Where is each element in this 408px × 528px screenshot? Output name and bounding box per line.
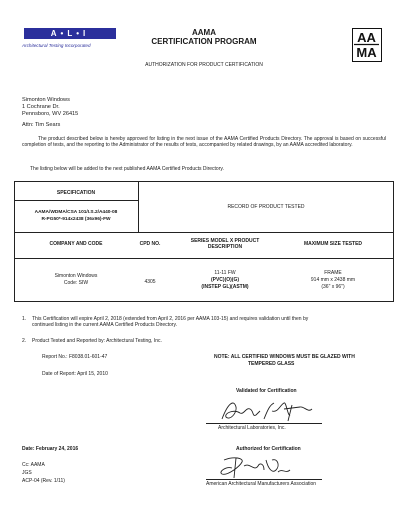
row-cpd: 4305: [144, 279, 156, 285]
col-cpd: CPD NO.: [139, 241, 161, 247]
spec-header: SPECIFICATION: [56, 190, 96, 196]
address-company: Simonton Windows: [22, 97, 70, 103]
col-description: SERIES MODEL X PRODUCT DESCRIPTION: [190, 238, 260, 250]
authorizer-signature-line: [206, 479, 322, 480]
ali-logo: A•L•I: [24, 28, 116, 39]
col-max-size: MAXIMUM SIZE TESTED: [303, 241, 363, 247]
program-title: CERTIFICATION PROGRAM: [151, 37, 257, 46]
cc-line-1: Cc: AAMA: [22, 462, 45, 468]
glazing-note-line-2: TEMPERED GLASS: [248, 361, 295, 367]
address-block: [22, 97, 78, 118]
svg-text:MA: MA: [356, 45, 377, 60]
note-2-number: 2.: [22, 338, 27, 344]
col-company: COMPANY AND CODE: [49, 241, 103, 247]
validator-signature-line: [206, 423, 322, 424]
cc-line-2: JGS: [22, 470, 32, 476]
listing-paragraph: The listing below will be added to the next published AAMA Certified Products Directory.: [30, 166, 224, 172]
glazing-note-line-1: NOTE: ALL CERTIFIED WINDOWS MUST BE GLAZED WITH: [214, 354, 355, 360]
authorizer-signature: [214, 452, 294, 480]
aama-logo-icon: [353, 29, 380, 60]
row-desc-1: 11-11 FW: [214, 270, 236, 276]
spec-value-2: R-PG50*-914x2438 (36x96)-FW: [41, 217, 111, 222]
validator-name: Architectural Laboratories, Inc.: [218, 425, 286, 431]
expiration-note-line-2: continued listing in the current AAMA Certified Products Directory.: [32, 322, 177, 328]
row-size-3: (36" x 96"): [321, 284, 345, 290]
report-number: Report No.: F8038.01-601-47: [42, 354, 108, 360]
row-company: Simonton Windows: [54, 273, 98, 279]
row-size-1: FRAME: [324, 270, 342, 276]
document-title: AUTHORIZATION FOR PRODUCT CERTIFICATION: [145, 62, 263, 68]
note-1-number: 1.: [22, 316, 27, 322]
report-date: Date of Report: April 15, 2010: [42, 371, 108, 377]
signature-date: Date: February 24, 2016: [22, 446, 79, 452]
attention-line: Attn: Tim Sears: [22, 122, 61, 128]
validated-label: Validated for Certification: [236, 388, 297, 394]
ali-tagline: Architectural Testing Incorporated: [22, 43, 91, 48]
address-city: Pennsboro, WV 26415: [22, 111, 79, 117]
approval-paragraph: The product described below is hereby approved for listing in the next issue of the AAMA Certified Products Directory. The approval is based on successful completion of tests, and the reporting to the Administrator of the results of tests, accompanied by related drawings, by an AAMA accredited laboratory.: [22, 136, 386, 148]
row-code: Code: SIW: [63, 280, 89, 286]
row-desc-3: (INSTEP GL)(ASTM): [201, 284, 249, 290]
validator-signature: [218, 395, 318, 425]
svg-text:AA: AA: [357, 30, 376, 45]
org-title: AAMA: [192, 28, 216, 37]
expiration-note-line-1: This Certification will expire April 2, 2018 (extended from April 2, 2016 per AAMA 103-15) and requires validation until then by: [32, 316, 309, 322]
record-header: RECORD OF PRODUCT TESTED: [227, 204, 305, 210]
spec-value-1: AAMA/WDMA/CSA 101/I.S.2/A440-08: [34, 210, 118, 215]
row-desc-2: (PVC)(O)(G): [210, 277, 240, 283]
address-street: 1 Cochrane Dr.: [22, 104, 60, 110]
row-size-2: 914 mm x 2438 mm: [310, 277, 356, 283]
authorizer-name: American Architectural Manufacturers Association: [206, 481, 317, 487]
expiration-note: [32, 316, 392, 328]
aama-logo: [352, 28, 382, 62]
authorized-label: Authorized for Certification: [236, 446, 301, 452]
form-number: ACP-04 (Rev. 1/11): [22, 478, 65, 484]
tested-by-note: Product Tested and Reported by: Architectural Testing, Inc.: [32, 338, 162, 344]
